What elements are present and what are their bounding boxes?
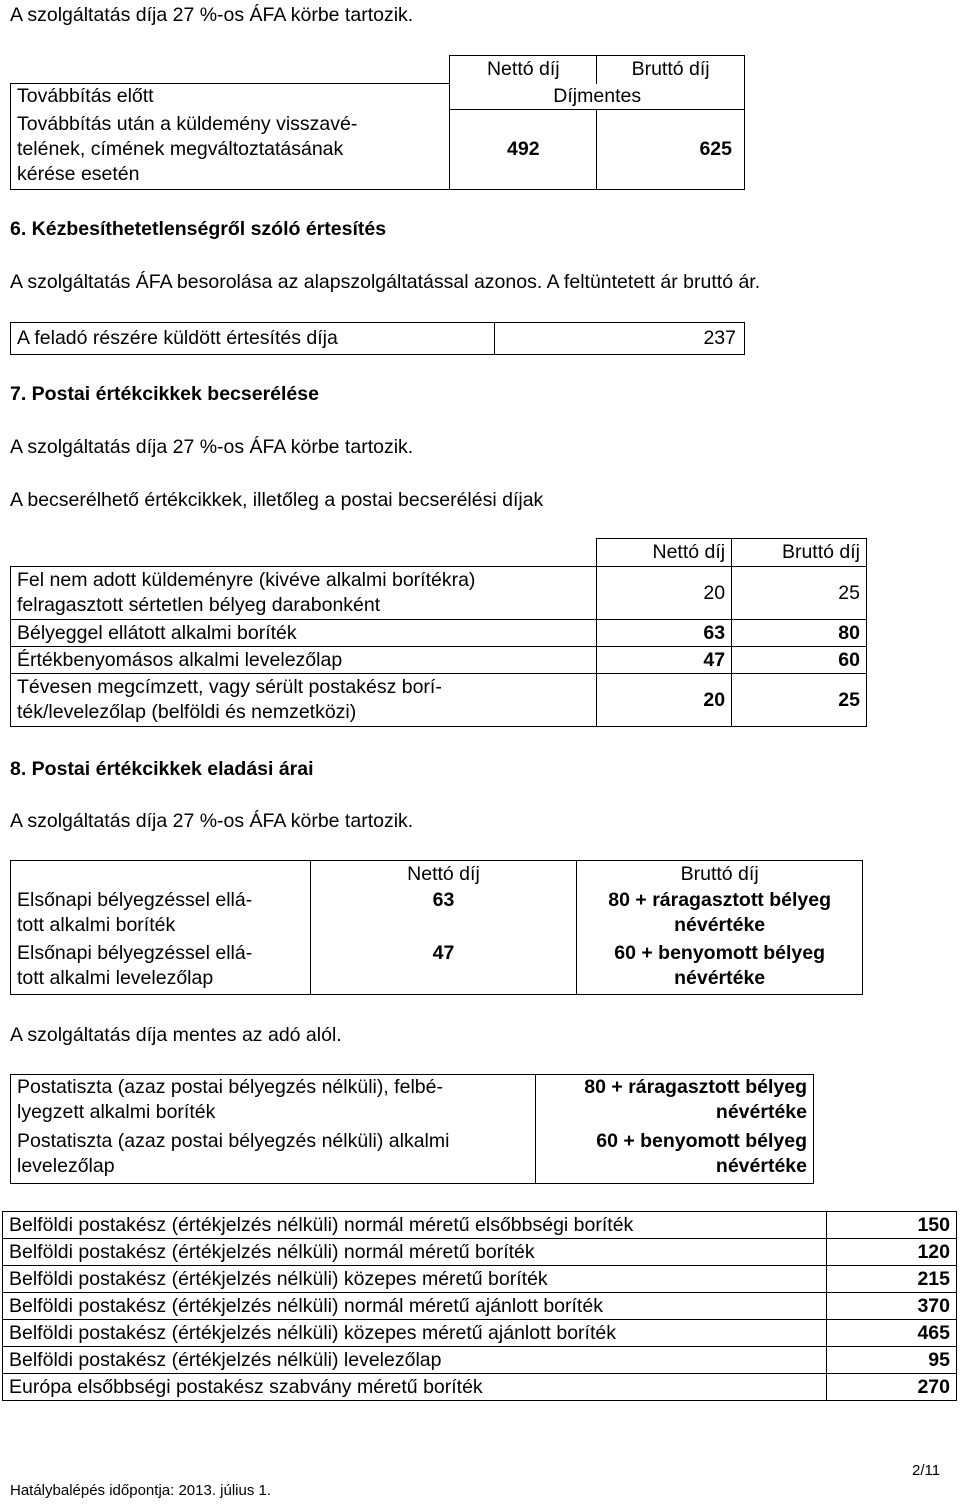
- page-number: 2/11: [912, 1462, 941, 1479]
- header-gross-fee: Bruttó díj: [597, 56, 745, 84]
- table-row: Elsőnapi bélyegzéssel ellá- tott alkalmi levelezőlap 47 60 + benyomott bélyeg névértéke: [11, 941, 863, 995]
- net-value: 47: [310, 941, 577, 995]
- gross-value: 80: [732, 620, 867, 647]
- table-row: Belföldi postakész (értékjelzés nélküli) közepes méretű ajánlott boríték 465: [3, 1320, 957, 1347]
- table-row: Bélyeggel ellátott alkalmi boríték 63 80: [11, 620, 867, 647]
- header-net-fee: Nettó díj: [450, 56, 597, 84]
- notification-fee-table: [10, 322, 745, 355]
- net-value: 63: [310, 888, 577, 941]
- postakesz-table: [2, 1211, 957, 1401]
- row-value-free: Díjmentes: [450, 84, 745, 110]
- price-value: 120: [827, 1239, 957, 1266]
- gross-value: 25: [732, 674, 867, 727]
- price-value: 150: [827, 1212, 957, 1239]
- exchange-fee-table: [10, 538, 867, 727]
- net-value: 63: [597, 620, 732, 647]
- section-8-title: 8. Postai értékcikkek eladási árai: [10, 758, 314, 780]
- table-row: Belföldi postakész (értékjelzés nélküli) levelezőlap 95: [3, 1347, 957, 1374]
- gross-value: 60: [732, 647, 867, 674]
- net-value: 492: [450, 110, 597, 190]
- price-value: 370: [827, 1293, 957, 1320]
- row-label: Továbbítás után a küldemény visszavé- telének, címének megváltoztatásának kérése esetén: [11, 110, 450, 190]
- header-gross-fee: Bruttó díj: [732, 539, 867, 567]
- price-value: 465: [827, 1320, 957, 1347]
- net-value: 20: [597, 567, 732, 620]
- table-row: Belföldi postakész (értékjelzés nélküli) közepes méretű boríték 215: [3, 1266, 957, 1293]
- price-value: 270: [827, 1374, 957, 1401]
- table-row: Tévesen megcímzett, vagy sérült postakész borí- ték/levelezőlap (belföldi és nemzetközi) 20 25: [11, 674, 867, 727]
- section-7-intro: A becserélhető értékcikkek, illetőleg a postai becserélési díjak: [10, 489, 544, 511]
- price-value: 215: [827, 1266, 957, 1293]
- table-row: Postatiszta (azaz postai bélyegzés nélküli) alkalmi levelezőlap 60 + benyomott bélyeg névértéke: [11, 1129, 814, 1184]
- net-value: 47: [597, 647, 732, 674]
- table-row: Belföldi postakész (értékjelzés nélküli) normál méretű elsőbbségi boríték 150: [3, 1212, 957, 1239]
- table-row: Belföldi postakész (értékjelzés nélküli) normál méretű boríték 120: [3, 1239, 957, 1266]
- forwarding-fee-table: [10, 55, 745, 190]
- header-net-fee: Nettó díj: [310, 861, 577, 888]
- gross-value: 625: [597, 110, 745, 190]
- net-value: 20: [597, 674, 732, 727]
- section-7-title: 7. Postai értékcikkek becserélése: [10, 383, 319, 405]
- table-row: Fel nem adott küldeményre (kivéve alkalmi borítékra) felragasztott sértetlen bélyeg darabonként 20 25: [11, 567, 867, 620]
- table-row: Postatiszta (azaz postai bélyegzés nélküli), felbé- lyegzett alkalmi boríték 80 + ráragasztott bélyeg névértéke: [11, 1075, 814, 1129]
- table-row: Belföldi postakész (értékjelzés nélküli) normál méretű ajánlott boríték 370: [3, 1293, 957, 1320]
- table-row: Elsőnapi bélyegzéssel ellá- tott alkalmi boríték 63 80 + ráragasztott bélyeg névértéke: [11, 888, 863, 941]
- notification-label: A feladó részére küldött értesítés díja: [11, 323, 495, 355]
- table-row: Értékbenyomásos alkalmi levelezőlap 47 60: [11, 647, 867, 674]
- section-8-vat: A szolgáltatás díja 27 %-os ÁFA körbe tartozik.: [10, 810, 414, 832]
- header-gross-fee: Bruttó díj: [577, 861, 863, 888]
- section-6-title: 6. Kézbesíthetetlenségről szóló értesítés: [10, 218, 387, 240]
- price-value: 95: [827, 1347, 957, 1374]
- header-net-fee: Nettó díj: [597, 539, 732, 567]
- effective-date: Hatálybalépés időpontja: 2013. július 1.: [10, 1482, 272, 1499]
- intro-vat-text: A szolgáltatás díja 27 %-os ÁFA körbe tartozik.: [10, 4, 414, 26]
- notification-value: 237: [495, 323, 745, 355]
- postatiszta-table: [10, 1074, 814, 1184]
- gross-value: 25: [732, 567, 867, 620]
- table-row: Európa elsőbbségi postakész szabvány méretű boríték 270: [3, 1374, 957, 1401]
- section-7-vat: A szolgáltatás díja 27 %-os ÁFA körbe tartozik.: [10, 436, 414, 458]
- section-6-text: A szolgáltatás ÁFA besorolása az alapszolgáltatással azonos. A feltüntetett ár bruttó ár.: [10, 271, 761, 293]
- first-day-table: [10, 860, 863, 995]
- tax-exempt-text: A szolgáltatás díja mentes az adó alól.: [10, 1024, 342, 1046]
- row-label: Továbbítás előtt: [11, 84, 450, 110]
